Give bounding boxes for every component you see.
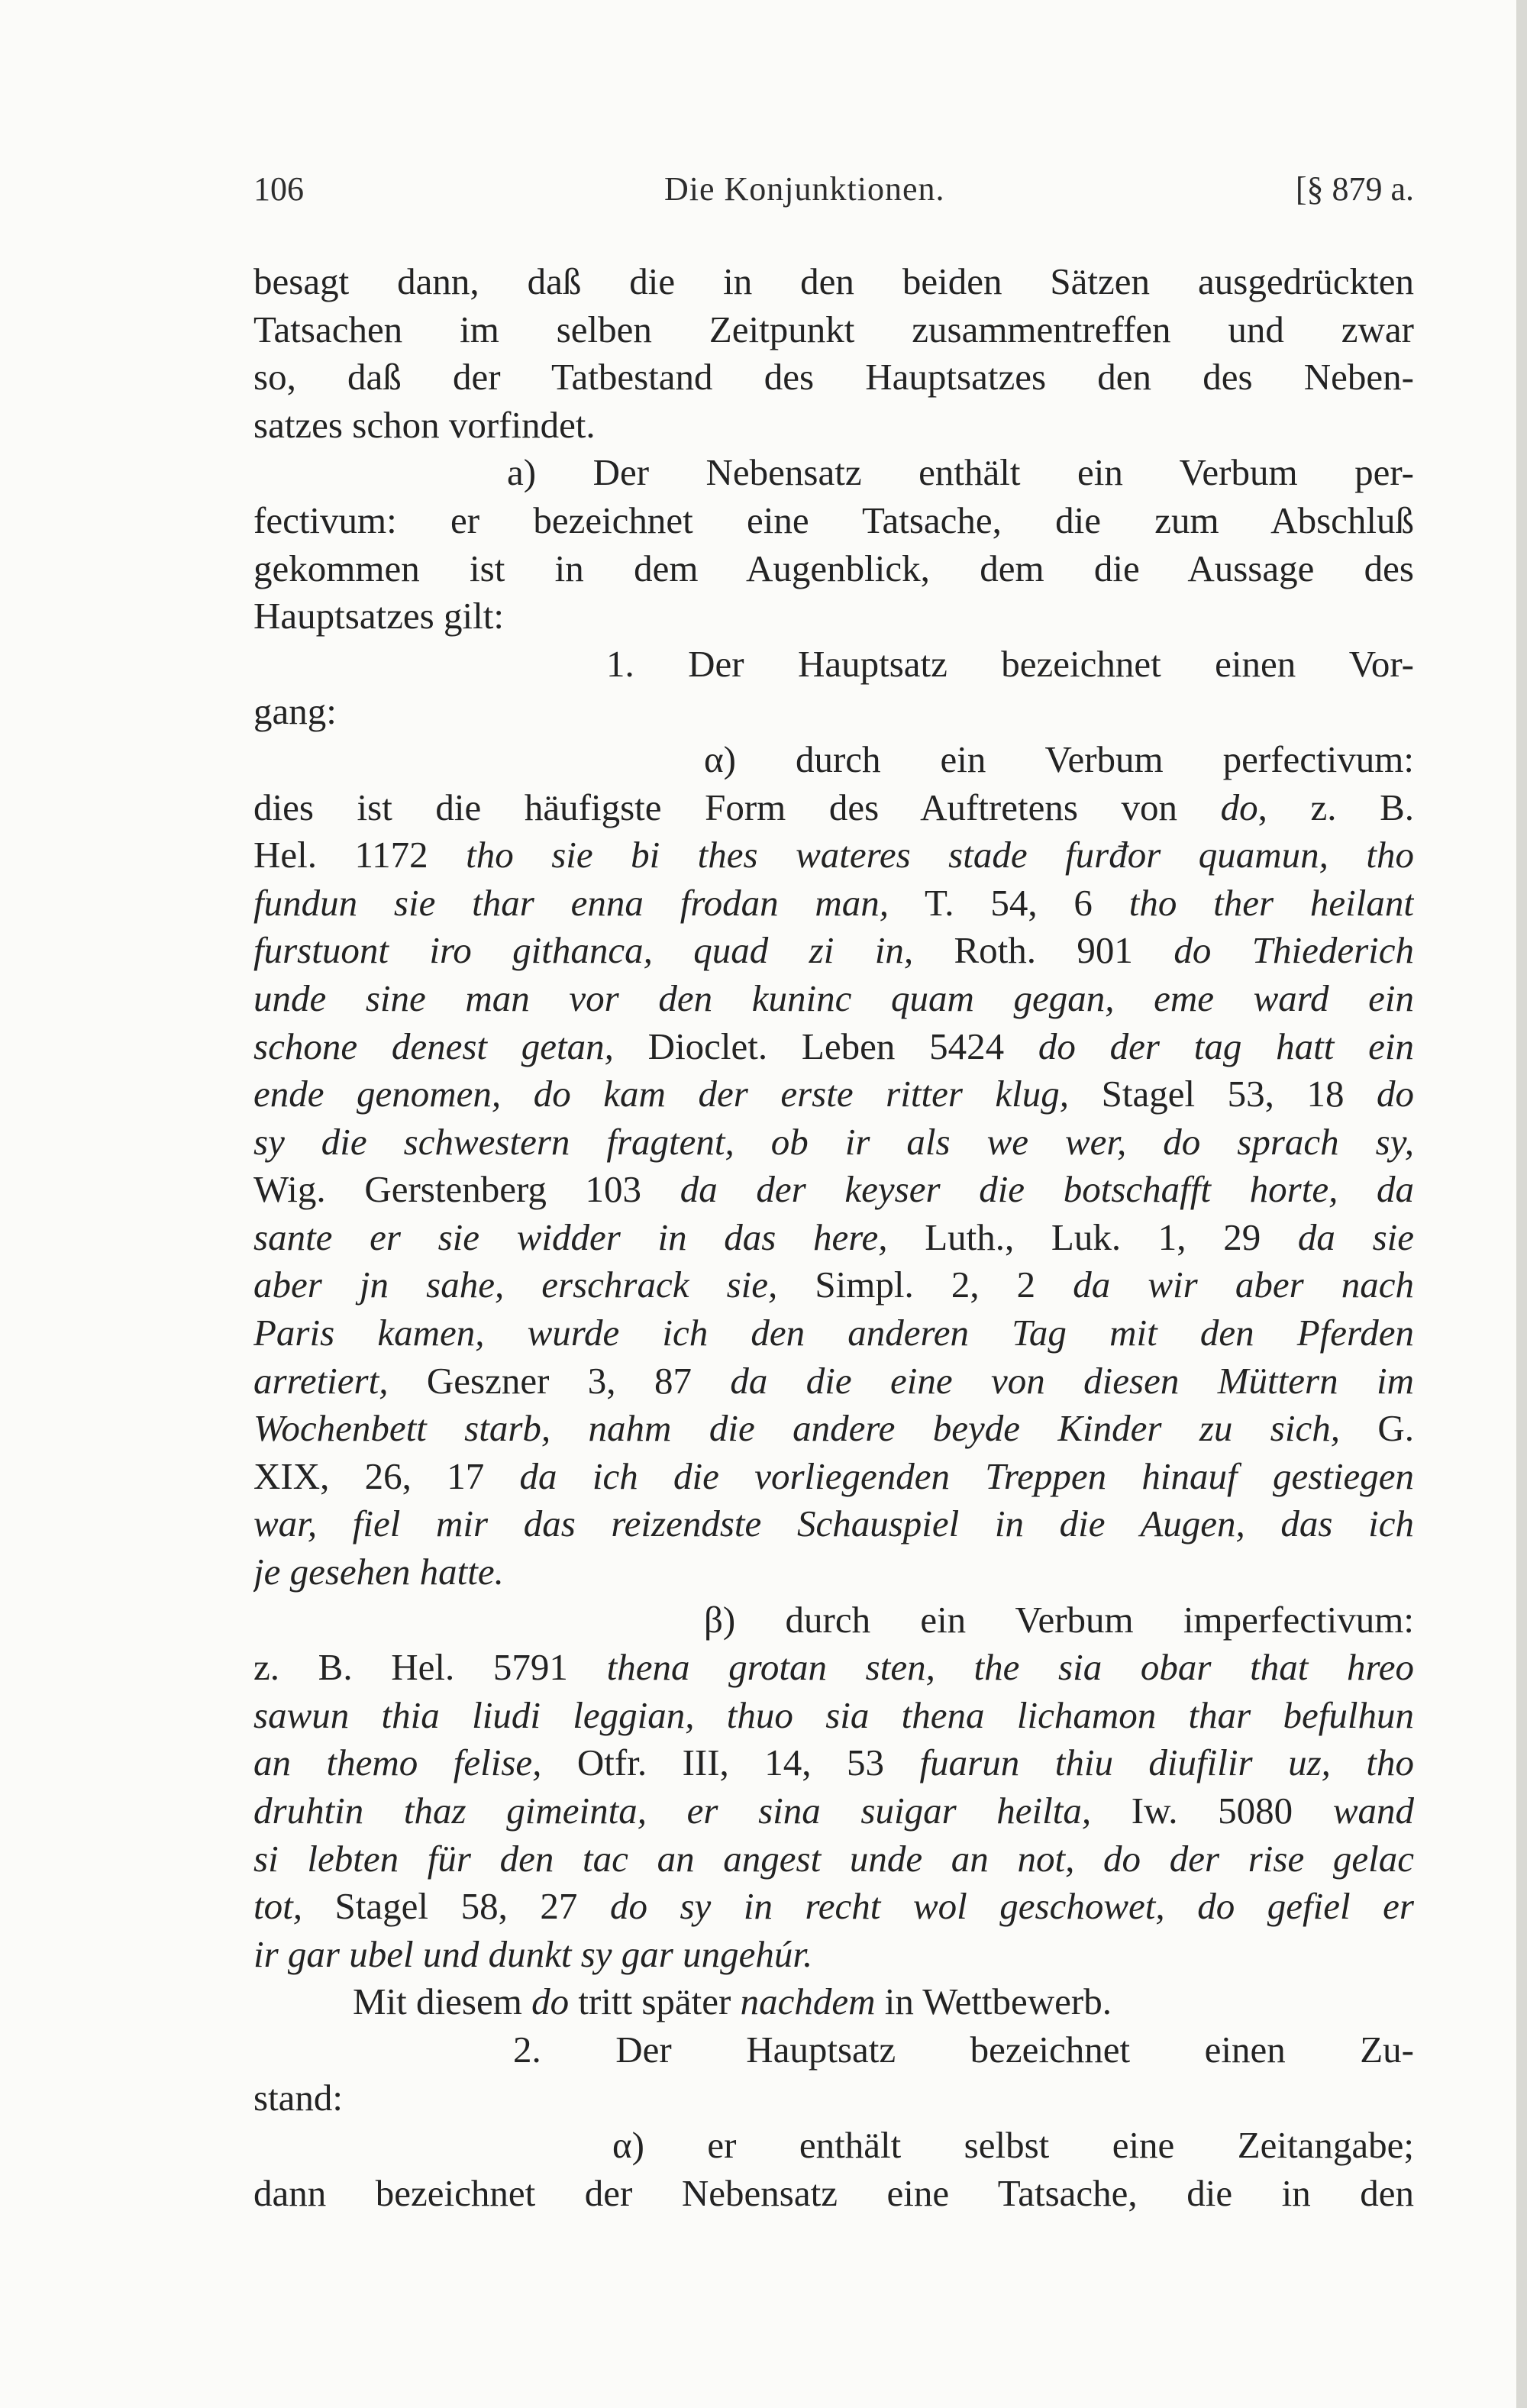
text-segment: β) durch ein Verbum imperfectivum: xyxy=(704,1598,1414,1641)
text-segment: Mit diesem xyxy=(353,1980,532,2023)
italic-quote: Paris kamen, wurde ich den anderen Tag mit den Pferden xyxy=(253,1312,1414,1354)
italic-quote: fuarun thiu diufilir uz, tho xyxy=(919,1741,1414,1784)
italic-quote: sy die schwestern fragtent, ob ir als we wer, do sprach sy, xyxy=(253,1120,1414,1163)
text-line xyxy=(253,688,1414,736)
text-segment: in Wettbewerb. xyxy=(875,1980,1112,2023)
text-line xyxy=(253,641,1414,689)
italic-quote: arretiert, xyxy=(253,1359,389,1402)
text-line xyxy=(253,258,1414,306)
text-segment: gang: xyxy=(253,690,337,733)
text-line xyxy=(253,545,1414,593)
text-segment: satzes schon vorfindet. xyxy=(253,403,596,446)
italic-quote: thena grotan sten, the sia obar that hreo xyxy=(606,1646,1414,1689)
italic-quote: da der keyser die botschafft horte, da xyxy=(680,1168,1414,1211)
text-line xyxy=(253,2122,1414,2170)
text-line xyxy=(253,1739,1414,1787)
italic-quote: da wir aber nach xyxy=(1073,1264,1414,1306)
text-segment: Dioclet. Leben 5424 xyxy=(613,1025,1038,1067)
text-segment: Stagel 58, 27 xyxy=(302,1885,610,1928)
page-number: 106 xyxy=(253,170,304,208)
text-line xyxy=(253,306,1414,354)
italic-quote: furstuont iro githanca, quad zi in, xyxy=(253,929,914,972)
text-line xyxy=(253,1692,1414,1740)
text-segment: α) er enthält selbst eine Zeitangabe; xyxy=(612,2124,1414,2167)
text-line xyxy=(253,1931,1414,1979)
text-line xyxy=(253,1261,1414,1309)
text-segment: Hel. 1172 xyxy=(253,834,466,876)
section-reference: [§ 879 a. xyxy=(1295,170,1414,208)
text-segment: dies ist die häufigste Form des Auftretens von xyxy=(253,786,1221,828)
italic-quote: da ich die vorliegenden Treppen hinauf gestiegen xyxy=(519,1454,1414,1497)
chapter-title: Die Konjunktionen. xyxy=(664,170,945,208)
italic-quote: ende genomen, do kam der erste ritter klug, xyxy=(253,1073,1070,1115)
text-segment: stand: xyxy=(253,2076,344,2119)
text-segment: Stagel 53, 18 xyxy=(1069,1073,1377,1115)
text-segment: z. B. Hel. 5791 xyxy=(253,1646,607,1689)
italic-quote: si lebten für den tac an angest unde an not, do der rise gelac xyxy=(253,1837,1414,1880)
text-line xyxy=(253,1596,1414,1645)
text-line xyxy=(253,1405,1414,1453)
italic-quote: wand xyxy=(1332,1790,1414,1832)
text-segment: besagt dann, daß die in den beiden Sätzen ausgedrückten xyxy=(253,260,1414,302)
text-segment: Iw. 5080 xyxy=(1091,1790,1333,1832)
running-header xyxy=(253,160,1414,214)
italic-quote: Wochenbett starb, nahm die andere beyde Kinder zu sich, xyxy=(253,1407,1340,1450)
text-line xyxy=(253,927,1414,975)
italic-quote: aber jn sahe, erschrack sie, xyxy=(253,1264,778,1306)
italic-quote: tho sie bi thes wateres stade furđor quamun, tho xyxy=(466,834,1414,876)
text-line xyxy=(253,736,1414,784)
text-segment: 1. Der Hauptsatz bezeichnet einen Vor- xyxy=(606,642,1414,685)
italic-quote: do sy in recht wol geschowet, do gefiel er xyxy=(609,1885,1414,1928)
italic-quote: tot, xyxy=(253,1885,302,1928)
text-segment: T. 54, 6 xyxy=(889,881,1129,924)
text-line xyxy=(253,1118,1414,1167)
italic-quote: druhtin thaz gimeinta, er sina suigar heilta, xyxy=(253,1790,1092,1832)
text-segment: Wig. Gerstenberg 103 xyxy=(253,1168,680,1211)
text-line xyxy=(253,497,1414,545)
italic-quote: do Thiederich xyxy=(1173,929,1414,972)
text-segment: dann bezeichnet der Nebensatz eine Tatsache, die in den xyxy=(253,2171,1414,2214)
text-segment: 2. Der Hauptsatz bezeichnet einen Zu- xyxy=(513,2028,1414,2071)
text-segment: fectivum: er bezeichnet eine Tatsache, die zum Abschluß xyxy=(253,499,1414,541)
italic-quote: do der tag hatt ein xyxy=(1038,1025,1414,1067)
text-line xyxy=(253,975,1414,1023)
italic-quote: an themo felise, xyxy=(253,1741,542,1784)
text-segment: gekommen ist in dem Augenblick, dem die Aussage des xyxy=(253,547,1414,589)
italic-quote: do xyxy=(531,1980,570,2023)
text-line xyxy=(253,1644,1414,1692)
text-line xyxy=(253,1453,1414,1501)
text-line xyxy=(253,402,1414,450)
text-segment: tritt später xyxy=(569,1980,741,2023)
italic-quote: unde sine man vor den kuninc quam gegan, eme ward ein xyxy=(253,976,1414,1019)
text-segment: , z. B. xyxy=(1257,786,1414,828)
text-line xyxy=(253,353,1414,402)
italic-quote: fundun sie thar enna frodan man, xyxy=(253,881,889,924)
italic-quote: do xyxy=(1220,786,1258,828)
text-line xyxy=(253,2074,1414,2122)
text-line xyxy=(253,1357,1414,1406)
text-segment: Simpl. 2, 2 xyxy=(777,1264,1073,1306)
text-line xyxy=(253,880,1414,928)
text-segment: a) Der Nebensatz enthält ein Verbum per- xyxy=(507,451,1414,494)
text-line xyxy=(253,1070,1414,1118)
text-line xyxy=(253,1548,1414,1596)
italic-quote: je gesehen hatte. xyxy=(253,1551,504,1593)
italic-quote: nachdem xyxy=(740,1980,876,2023)
italic-quote: schone denest getan, xyxy=(253,1025,614,1067)
text-segment: Roth. 901 xyxy=(913,929,1174,972)
text-line xyxy=(253,1309,1414,1357)
text-segment: Otfr. III, 14, 53 xyxy=(541,1741,920,1784)
paper-edge xyxy=(1516,0,1527,2408)
italic-quote: do xyxy=(1377,1073,1414,1115)
text-line xyxy=(253,1500,1414,1548)
italic-quote: da sie xyxy=(1297,1215,1414,1258)
text-line xyxy=(253,1787,1414,1835)
italic-quote: ir gar ubel und dunkt sy gar ungehúr. xyxy=(253,1932,813,1975)
text-segment: so, daß der Tatbestand des Hauptsatzes den des Neben- xyxy=(253,356,1414,399)
text-line xyxy=(253,784,1414,832)
text-segment: α) durch ein Verbum perfectivum: xyxy=(704,738,1414,780)
text-line xyxy=(253,1214,1414,1262)
italic-quote: tho ther heilant xyxy=(1128,881,1414,924)
text-line xyxy=(253,1978,1414,2026)
text-line xyxy=(253,1023,1414,1071)
text-line xyxy=(253,2170,1414,2218)
text-line xyxy=(253,2026,1414,2074)
text-segment: XIX, 26, 17 xyxy=(253,1454,520,1497)
text-line xyxy=(253,1166,1414,1214)
text-line xyxy=(253,1883,1414,1931)
text-line xyxy=(253,592,1414,641)
text-segment: G. xyxy=(1339,1407,1414,1450)
italic-quote: sante er sie widder in das here, xyxy=(253,1215,888,1258)
text-line xyxy=(253,1835,1414,1883)
text-segment: Hauptsatzes gilt: xyxy=(253,595,504,638)
body-text xyxy=(253,258,1414,2217)
text-segment: Luth., Luk. 1, 29 xyxy=(887,1215,1298,1258)
italic-quote: war, fiel mir das reizendste Schauspiel in die Augen, das ich xyxy=(253,1503,1414,1545)
text-segment: Tatsachen im selben Zeitpunkt zusammentreffen und zwar xyxy=(253,308,1414,350)
text-line xyxy=(253,831,1414,880)
italic-quote: sawun thia liudi leggian, thuo sia thena lichamon thar befulhun xyxy=(253,1693,1414,1736)
italic-quote: da die eine von diesen Müttern im xyxy=(730,1359,1414,1402)
text-line xyxy=(253,449,1414,497)
text-segment: Geszner 3, 87 xyxy=(388,1359,731,1402)
